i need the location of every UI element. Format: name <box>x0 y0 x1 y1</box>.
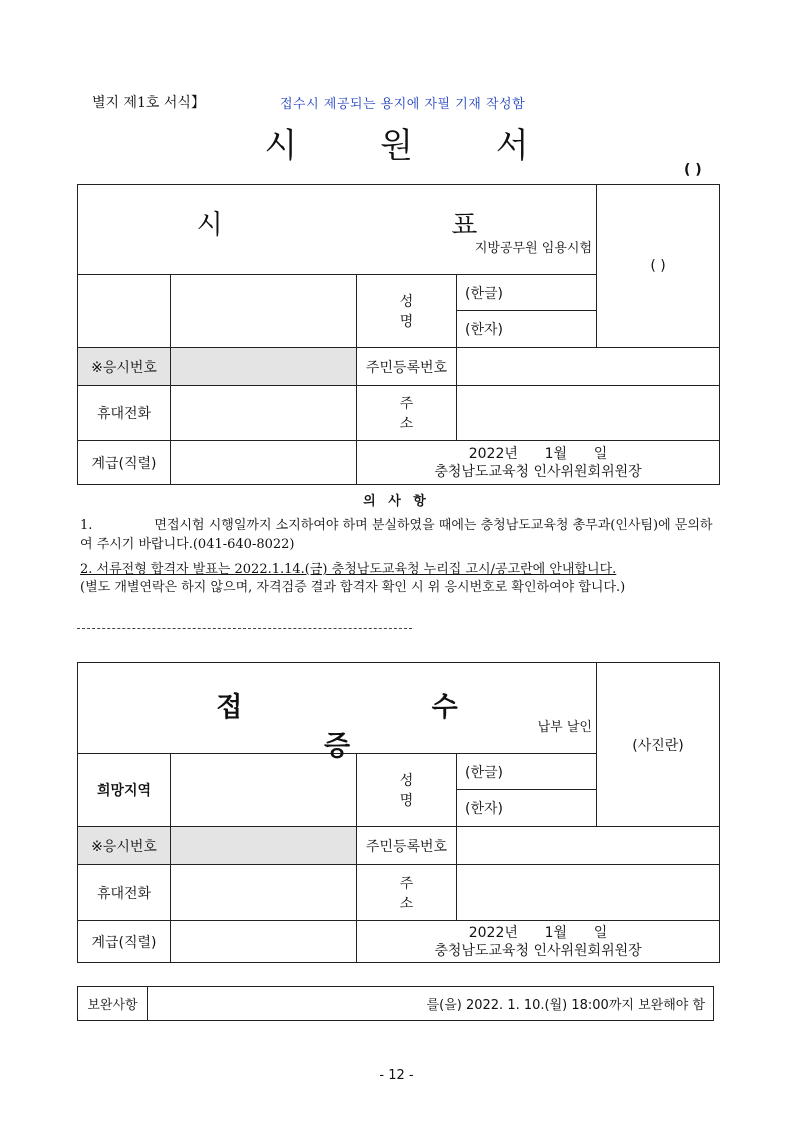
rrn-field[interactable] <box>457 348 720 386</box>
receipt-issuer-name: 충청남도교육청 인사위원회위원장 <box>434 942 642 959</box>
cut-line <box>77 628 412 629</box>
issuer-name: 충청남도교육청 인사위원회위원장 <box>434 463 642 480</box>
address-label: 주 소 <box>357 386 457 441</box>
region-label: 희망지역 <box>78 754 171 827</box>
receipt-grade-field[interactable] <box>171 921 357 963</box>
notice-item-2 <box>80 561 720 597</box>
document-title: 시 원 서 <box>264 126 565 166</box>
receipt-address-label: 주 소 <box>357 865 457 921</box>
application-blank-cell <box>78 275 171 348</box>
notice-item-1: 1. 면접시험 시행일까지 소지하여야 하며 분실하였을 때에는 충청남도교육청 총무과(인사팀)에 문의하여 주시기 바랍니다.(041-640-8022) <box>80 518 713 552</box>
grade-field[interactable] <box>171 441 357 485</box>
notices-title: 의 사 항 <box>363 494 430 509</box>
notice-item-2-sub: (별도 개별연락은 하지 않으며, 자격검증 결과 합격자 확인 시 위 응시번호로 확인하여야 합니다.) <box>80 580 626 595</box>
phone-label: 휴대전화 <box>78 386 171 441</box>
receipt-grade-label: 계급(직렬) <box>78 921 171 963</box>
receipt-subtitle: 납부 날인 <box>537 720 592 735</box>
receipt-exam-number-label: ※응시번호 <box>78 827 171 865</box>
name-hanja-field[interactable]: (한자) <box>457 311 597 348</box>
application-subtitle: 지방공무원 임용시험 <box>474 241 592 256</box>
issue-date: 2022년 1월 일 <box>468 445 608 462</box>
page-number: - 12 - <box>379 1068 414 1083</box>
top-paren: ( ) <box>684 162 702 178</box>
receipt-rrn-field[interactable] <box>457 827 720 865</box>
receipt-phone-field[interactable] <box>171 865 357 921</box>
application-table <box>77 184 720 485</box>
receipt-photo-area: (사진란) <box>597 663 720 827</box>
supplement-label: 보완사항 <box>78 987 148 1021</box>
rrn-label: 주민등록번호 <box>357 348 457 386</box>
receipt-phone-label: 휴대전화 <box>78 865 171 921</box>
supplement-table <box>77 986 714 1021</box>
receipt-table <box>77 662 720 963</box>
receipt-header-cell <box>78 663 597 762</box>
form-number-label: 별지 제1호 서식】 <box>92 95 205 111</box>
exam-number-label: ※응시번호 <box>78 348 171 386</box>
supplement-text: 를(을) 2022. 1. 10.(월) 18:00까지 보완해야 함 <box>148 987 714 1021</box>
application-header-cell <box>78 185 597 275</box>
notice-item-2-main: 2. 서류전형 합격자 발표는 2022.1.14.(금) 충청남도교육청 누리집 고시/공고란에 안내합니다. <box>80 562 617 577</box>
receipt-address-field[interactable] <box>457 865 720 921</box>
phone-field[interactable] <box>171 386 357 441</box>
receipt-issue-date: 2022년 1월 일 <box>468 924 608 941</box>
receipt-name-label: 성 명 <box>357 754 457 827</box>
grade-label: 계급(직렬) <box>78 441 171 485</box>
application-title: 시 표 <box>196 210 588 241</box>
receipt-issue-cell <box>357 921 720 963</box>
application-blank-input[interactable] <box>171 275 357 348</box>
receipt-name-hangul-field[interactable]: (한글) <box>457 754 597 790</box>
handwriting-notice: 접수시 제공되는 용지에 자필 기재 작성함 <box>280 97 526 112</box>
receipt-exam-number-field <box>171 827 357 865</box>
receipt-title: 접 수 증 <box>216 692 548 762</box>
receipt-name-hanja-field[interactable]: (한자) <box>457 790 597 827</box>
exam-number-field <box>171 348 357 386</box>
photo-area: ( ) <box>597 185 720 348</box>
name-label: 성 명 <box>357 275 457 348</box>
issue-cell <box>357 441 720 485</box>
name-hangul-field[interactable]: (한글) <box>457 275 597 311</box>
region-field[interactable] <box>171 754 357 827</box>
receipt-rrn-label: 주민등록번호 <box>357 827 457 865</box>
address-field[interactable] <box>457 386 720 441</box>
